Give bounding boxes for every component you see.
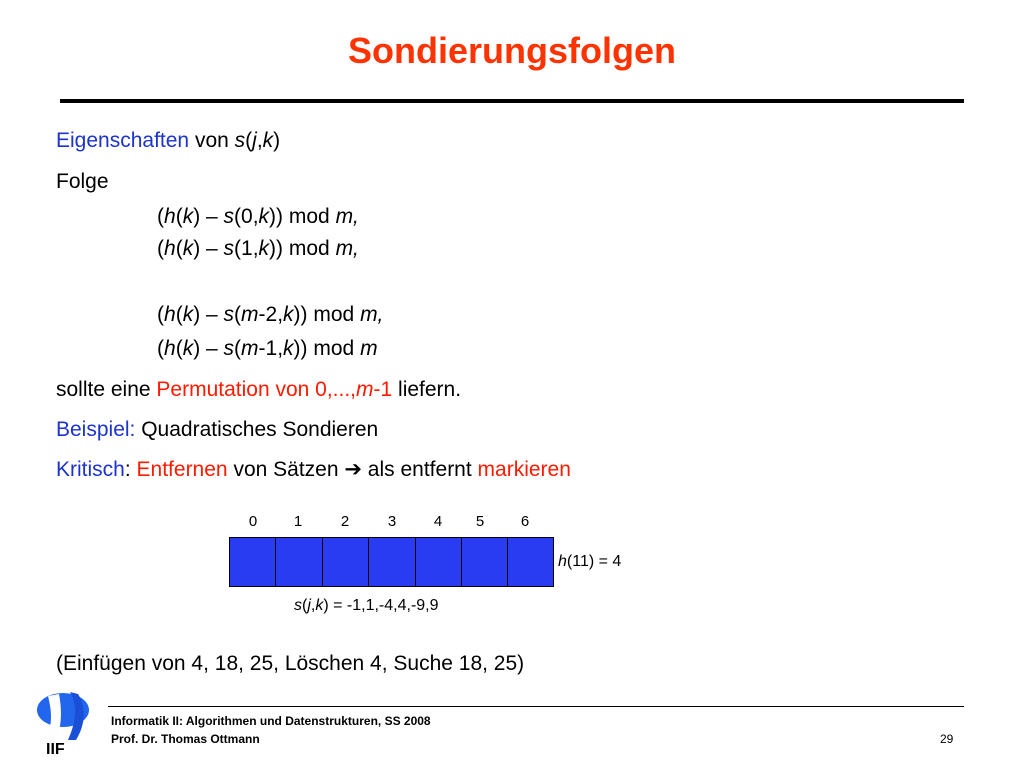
eigenschaften-line bbox=[56, 129, 280, 153]
index-label: 4 bbox=[433, 513, 443, 530]
index-label: 3 bbox=[387, 513, 397, 530]
hash-table-cell bbox=[275, 537, 323, 587]
paren-open: ( bbox=[245, 129, 253, 152]
hash-table-cell bbox=[415, 537, 462, 587]
slide-title: Sondierungsfolgen bbox=[348, 30, 676, 71]
beispiel-line: Beispiel: Quadratisches Sondieren bbox=[56, 418, 379, 441]
hash-table-cell bbox=[461, 537, 508, 587]
seq-line-1: (h(k) – s(1,k)) mod m, bbox=[157, 237, 359, 260]
h-value-label: h(11) = 4 bbox=[558, 553, 622, 570]
index-label: 1 bbox=[293, 513, 303, 530]
paren-close: ) bbox=[273, 129, 281, 152]
hash-table-cell bbox=[322, 537, 369, 587]
von-text: von bbox=[189, 129, 235, 152]
hash-table-cell bbox=[229, 537, 276, 587]
seq-line-2: (h(k) – s(m-2,k)) mod m, bbox=[157, 303, 384, 326]
k-var: k bbox=[262, 129, 274, 152]
s-var: s bbox=[234, 129, 246, 152]
index-label: 2 bbox=[340, 513, 350, 530]
iif-logo bbox=[26, 682, 100, 758]
kritisch-label: Kritisch bbox=[56, 458, 125, 481]
arrow-icon: ➔ bbox=[344, 458, 362, 481]
title-divider bbox=[60, 99, 964, 103]
operations-line: (Einfügen von 4, 18, 25, Löschen 4, Suche 18, 25) bbox=[56, 652, 525, 675]
hash-table bbox=[229, 537, 554, 587]
kritisch-line: Kritisch: Entfernen von Sätzen ➔ als entfernt markieren bbox=[56, 458, 571, 481]
beispiel-label: Beispiel: bbox=[56, 418, 136, 441]
footer-divider bbox=[108, 706, 964, 707]
permutation-line: sollte eine Permutation von 0,...,m-1 liefern. bbox=[56, 378, 462, 401]
hash-table-cell bbox=[507, 537, 554, 587]
index-label: 5 bbox=[475, 513, 485, 530]
index-label: 0 bbox=[248, 513, 258, 530]
logo-text: IIF bbox=[46, 741, 65, 758]
eigenschaften-label: Eigenschaften bbox=[56, 129, 190, 152]
hash-table-cell bbox=[368, 537, 416, 587]
footer-author: Prof. Dr. Thomas Ottmann bbox=[111, 732, 260, 746]
comma: , bbox=[256, 129, 263, 152]
footer-course: Informatik II: Algorithmen und Datenstrukturen, SS 2008 bbox=[111, 714, 431, 728]
index-label: 6 bbox=[520, 513, 530, 530]
seq-line-0: (h(k) – s(0,k)) mod m, bbox=[157, 205, 359, 228]
page-number: 29 bbox=[940, 732, 954, 746]
folge-label: Folge bbox=[56, 170, 109, 193]
seq-line-3: (h(k) – s(m-1,k)) mod m bbox=[157, 337, 378, 360]
j-var: j bbox=[252, 129, 257, 152]
s-value-label: s(j,k) = -1,1,-4,4,-9,9 bbox=[294, 597, 439, 614]
